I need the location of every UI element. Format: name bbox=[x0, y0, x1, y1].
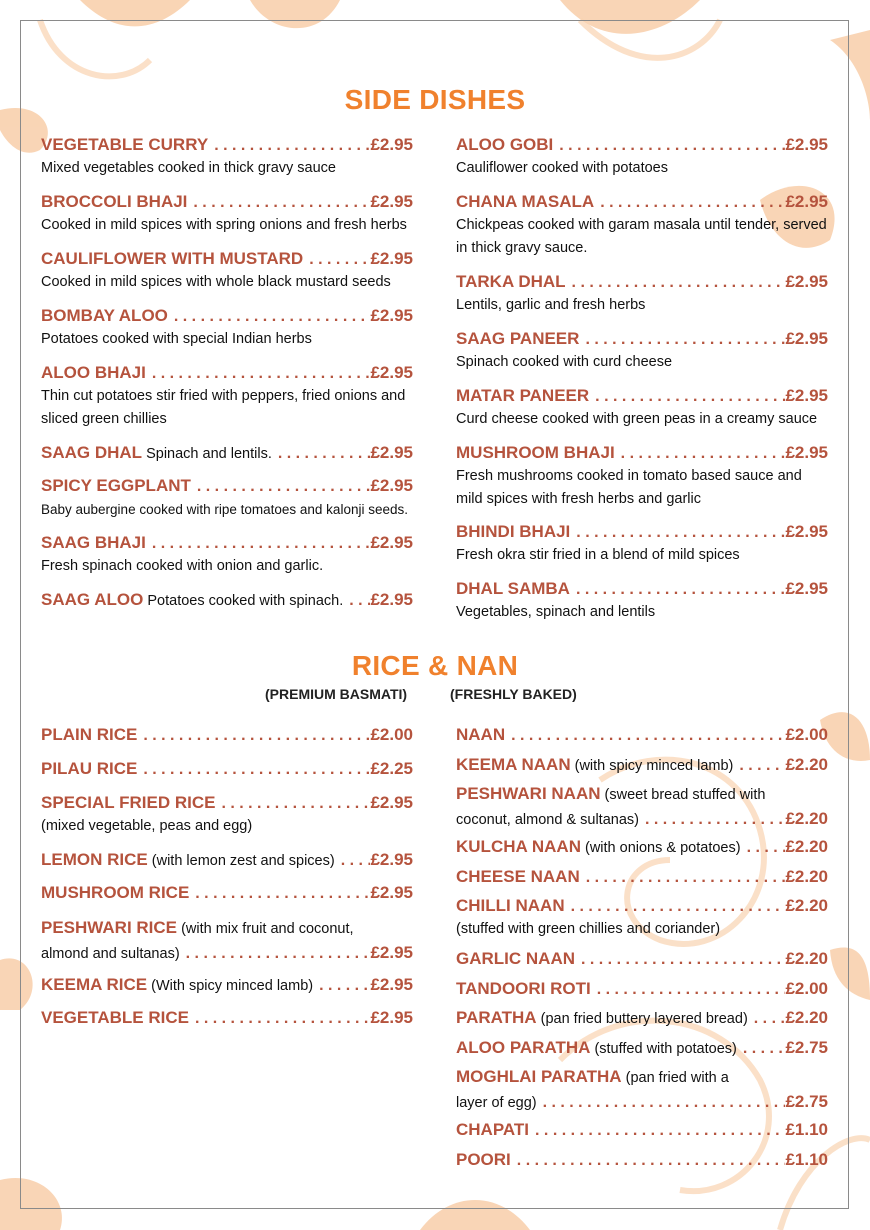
item-name: CHILLI NAAN bbox=[456, 896, 565, 915]
item-price: £2.95 bbox=[370, 975, 413, 994]
item-price: £2.95 bbox=[785, 579, 828, 598]
item-inline-description: (with spicy minced lamb) bbox=[574, 758, 734, 774]
item-name: SPECIAL FRIED RICE bbox=[41, 793, 216, 812]
leader-dots bbox=[272, 442, 371, 465]
menu-item bbox=[41, 190, 413, 237]
item-description: Thin cut potatoes stir fried with peppers, fried onions and sliced green chillies bbox=[41, 388, 406, 427]
leader-dots bbox=[335, 849, 371, 872]
leader-dots bbox=[146, 362, 371, 385]
item-description-continued: coconut, almond & sultanas) bbox=[456, 812, 639, 828]
item-name: CHANA MASALA bbox=[456, 192, 595, 211]
item-name: BROCCOLI BHAJI bbox=[41, 192, 188, 211]
menu-item bbox=[456, 520, 828, 567]
item-price: £2.95 bbox=[785, 272, 828, 291]
item-description: Fresh mushrooms cooked in tomato based sauce and mild spices with fresh herbs and garlic bbox=[456, 468, 802, 507]
leader-dots bbox=[589, 385, 785, 408]
item-description: Cooked in mild spices with whole black mustard seeds bbox=[41, 274, 391, 290]
item-price: £2.75 bbox=[785, 1092, 828, 1111]
menu-item bbox=[456, 1118, 828, 1142]
leader-dots bbox=[575, 948, 785, 971]
item-name: VEGETABLE RICE bbox=[41, 1008, 189, 1027]
leader-dots bbox=[343, 589, 370, 612]
menu-item bbox=[41, 531, 413, 578]
menu-item bbox=[456, 1148, 828, 1172]
item-inline-description: (stuffed with potatoes) bbox=[594, 1041, 737, 1057]
item-name: MUSHROOM BHAJI bbox=[456, 443, 615, 462]
item-description: Fresh spinach cooked with onion and garlic. bbox=[41, 558, 324, 574]
item-name: KULCHA NAAN bbox=[456, 837, 581, 856]
leader-dots bbox=[579, 328, 785, 351]
menu-item bbox=[41, 848, 413, 873]
menu-item bbox=[456, 384, 828, 431]
item-description: Lentils, garlic and fresh herbs bbox=[456, 297, 646, 313]
item-name: MUSHROOM RICE bbox=[41, 883, 190, 902]
menu-item bbox=[456, 1036, 828, 1061]
leader-dots bbox=[215, 792, 370, 815]
section-title-rice-nan: RICE & NAN bbox=[351, 650, 519, 681]
item-price: £2.25 bbox=[370, 759, 413, 778]
item-price: £2.95 bbox=[370, 135, 413, 154]
item-price: £2.00 bbox=[785, 979, 828, 998]
menu-item bbox=[456, 835, 828, 860]
item-name: TARKA DHAL bbox=[456, 272, 566, 291]
item-price: £2.20 bbox=[785, 809, 828, 828]
leader-dots bbox=[580, 866, 786, 889]
leader-dots bbox=[591, 978, 786, 1001]
item-description-continued: layer of egg) bbox=[456, 1095, 537, 1111]
menu-item bbox=[456, 327, 828, 374]
item-name: ALOO GOBI bbox=[456, 135, 554, 154]
item-name: KEEMA RICE bbox=[41, 975, 148, 994]
item-price: £2.20 bbox=[785, 755, 828, 774]
leader-dots bbox=[189, 882, 370, 905]
menu-item bbox=[456, 190, 828, 260]
leader-dots bbox=[594, 191, 785, 214]
leader-dots bbox=[737, 1037, 786, 1060]
menu-item bbox=[41, 133, 413, 180]
item-name: SAAG PANEER bbox=[456, 329, 580, 348]
leader-dots bbox=[741, 836, 786, 859]
menu-item bbox=[456, 865, 828, 889]
item-description: Chickpeas cooked with garam masala until tender, served in thick gravy sauce. bbox=[456, 217, 827, 256]
leader-dots bbox=[553, 134, 785, 157]
item-name: GARLIC NAAN bbox=[456, 949, 575, 968]
item-name: SAAG BHAJI bbox=[41, 533, 146, 552]
item-description: Cauliflower cooked with potatoes bbox=[456, 160, 668, 176]
item-name: SAAG ALOO bbox=[41, 590, 144, 609]
item-inline-description: (sweet bread stuffed with bbox=[604, 787, 766, 803]
item-description: (mixed vegetable, peas and egg) bbox=[41, 818, 253, 834]
item-name: SPICY EGGPLANT bbox=[41, 476, 191, 495]
leader-dots bbox=[529, 1119, 785, 1142]
menu-item bbox=[41, 973, 413, 998]
menu-item bbox=[41, 361, 413, 431]
item-price: £2.95 bbox=[370, 793, 413, 812]
item-name: CAULIFLOWER WITH MUSTARD bbox=[41, 249, 304, 268]
item-price: £2.95 bbox=[370, 249, 413, 268]
item-name: TANDOORI ROTI bbox=[456, 979, 591, 998]
item-price: £2.20 bbox=[785, 896, 828, 915]
item-inline-description: (with mix fruit and coconut, bbox=[181, 921, 354, 937]
menu-item bbox=[456, 270, 828, 317]
item-description: Cooked in mild spices with spring onions and fresh herbs bbox=[41, 217, 407, 233]
leader-dots bbox=[168, 305, 371, 328]
menu-item bbox=[41, 588, 413, 613]
item-name: CHEESE NAAN bbox=[456, 867, 580, 886]
item-description-continued: almond and sultanas) bbox=[41, 946, 180, 962]
menu-item bbox=[41, 441, 413, 466]
item-price: £2.95 bbox=[785, 135, 828, 154]
item-name: ALOO PARATHA bbox=[456, 1038, 591, 1057]
item-price: £2.95 bbox=[785, 192, 828, 211]
item-name: PLAIN RICE bbox=[41, 725, 138, 744]
item-name: BHINDI BHAJI bbox=[456, 522, 571, 541]
item-price: £2.95 bbox=[370, 850, 413, 869]
item-price: £2.20 bbox=[785, 1008, 828, 1027]
item-description: Vegetables, spinach and lentils bbox=[456, 604, 656, 620]
leader-dots bbox=[208, 134, 370, 157]
leader-dots bbox=[570, 578, 785, 601]
item-price: £2.20 bbox=[785, 949, 828, 968]
menu-item bbox=[456, 977, 828, 1001]
leader-dots bbox=[313, 974, 370, 997]
item-inline-description: (pan fried buttery layered bread) bbox=[540, 1011, 748, 1027]
item-price: £1.10 bbox=[785, 1150, 828, 1169]
menu-item bbox=[41, 723, 413, 747]
item-price: £2.20 bbox=[785, 837, 828, 856]
item-name: POORI bbox=[456, 1150, 511, 1169]
menu-item bbox=[41, 1006, 413, 1030]
menu-item bbox=[456, 782, 828, 832]
item-price: £2.95 bbox=[785, 443, 828, 462]
item-price: £2.95 bbox=[370, 883, 413, 902]
menu-item bbox=[41, 881, 413, 905]
menu-item bbox=[456, 133, 828, 180]
item-name: MATAR PANEER bbox=[456, 386, 590, 405]
item-price: £2.95 bbox=[370, 590, 413, 609]
item-inline-description: (With spicy minced lamb) bbox=[151, 978, 314, 994]
item-price: £2.95 bbox=[785, 522, 828, 541]
item-price: £2.95 bbox=[370, 476, 413, 495]
leader-dots bbox=[565, 895, 786, 918]
item-price: £2.95 bbox=[370, 533, 413, 552]
menu-item bbox=[41, 916, 413, 966]
item-name: NAAN bbox=[456, 725, 506, 744]
leader-dots bbox=[566, 271, 786, 294]
item-price: £2.95 bbox=[370, 306, 413, 325]
leader-dots bbox=[180, 942, 371, 965]
leader-dots bbox=[570, 521, 785, 544]
item-name: DHAL SAMBA bbox=[456, 579, 570, 598]
item-name: PESHWARI RICE bbox=[41, 918, 178, 937]
menu-item bbox=[456, 753, 828, 778]
item-name: MOGHLAI PARATHA bbox=[456, 1067, 622, 1086]
item-price: £2.20 bbox=[785, 867, 828, 886]
item-name: ALOO BHAJI bbox=[41, 363, 146, 382]
menu-item bbox=[41, 757, 413, 781]
menu-item bbox=[41, 247, 413, 294]
item-description: Potatoes cooked with special Indian herbs bbox=[41, 331, 312, 347]
leader-dots bbox=[505, 724, 785, 747]
menu-item bbox=[456, 1006, 828, 1031]
menu-item bbox=[456, 947, 828, 971]
leader-dots bbox=[191, 475, 371, 498]
item-name: LEMON RICE bbox=[41, 850, 148, 869]
item-inline-description: (with onions & potatoes) bbox=[585, 840, 741, 856]
item-price: £2.95 bbox=[370, 943, 413, 962]
leader-dots bbox=[639, 808, 785, 831]
item-inline-description: Spinach and lentils. bbox=[146, 446, 272, 462]
item-price: £2.95 bbox=[785, 329, 828, 348]
item-inline-description: (pan fried with a bbox=[625, 1070, 729, 1086]
leader-dots bbox=[733, 754, 785, 777]
rice-subheading: (PREMIUM BASMATI) bbox=[265, 686, 408, 702]
item-name: PILAU RICE bbox=[41, 759, 138, 778]
item-price: £2.95 bbox=[785, 386, 828, 405]
item-description: Baby aubergine cooked with ripe tomatoes and kalonji seeds. bbox=[41, 502, 408, 517]
leader-dots bbox=[137, 724, 370, 747]
item-inline-description: (with lemon zest and spices) bbox=[151, 853, 335, 869]
item-name: SAAG DHAL bbox=[41, 443, 143, 462]
item-price: £1.10 bbox=[785, 1120, 828, 1139]
leader-dots bbox=[146, 532, 371, 555]
item-name: KEEMA NAAN bbox=[456, 755, 571, 774]
menu-item bbox=[456, 1065, 828, 1115]
item-price: £2.75 bbox=[785, 1038, 828, 1057]
item-description: Spinach cooked with curd cheese bbox=[456, 354, 673, 370]
menu-item bbox=[41, 791, 413, 838]
menu-item bbox=[456, 577, 828, 624]
item-price: £2.00 bbox=[785, 725, 828, 744]
leader-dots bbox=[187, 191, 370, 214]
item-inline-description: Potatoes cooked with spinach. bbox=[147, 593, 344, 609]
item-description: Curd cheese cooked with green peas in a creamy sauce bbox=[456, 411, 818, 427]
menu-item bbox=[456, 441, 828, 511]
item-description: Mixed vegetables cooked in thick gravy sauce bbox=[41, 160, 336, 176]
item-price: £2.95 bbox=[370, 192, 413, 211]
menu-item bbox=[456, 894, 828, 941]
item-price: £2.95 bbox=[370, 1008, 413, 1027]
menu-item bbox=[41, 304, 413, 351]
item-name: CHAPATI bbox=[456, 1120, 530, 1139]
leader-dots bbox=[615, 442, 786, 465]
item-name: PARATHA bbox=[456, 1008, 537, 1027]
leader-dots bbox=[137, 758, 370, 781]
leader-dots bbox=[748, 1007, 786, 1030]
menu-item bbox=[41, 474, 413, 521]
item-price: £2.00 bbox=[370, 725, 413, 744]
item-name: BOMBAY ALOO bbox=[41, 306, 168, 325]
item-name: VEGETABLE CURRY bbox=[41, 135, 209, 154]
leader-dots bbox=[511, 1149, 786, 1172]
item-name: PESHWARI NAAN bbox=[456, 784, 601, 803]
section-title-side-dishes: SIDE DISHES bbox=[344, 84, 526, 115]
leader-dots bbox=[189, 1007, 370, 1030]
menu-item bbox=[456, 723, 828, 747]
leader-dots bbox=[303, 248, 370, 271]
item-price: £2.95 bbox=[370, 363, 413, 382]
item-description: (stuffed with green chillies and coriander) bbox=[456, 921, 721, 937]
nan-subheading: (FRESHLY BAKED) bbox=[450, 686, 577, 702]
item-price: £2.95 bbox=[370, 443, 413, 462]
leader-dots bbox=[537, 1091, 786, 1114]
item-description: Fresh okra stir fried in a blend of mild spices bbox=[456, 547, 740, 563]
